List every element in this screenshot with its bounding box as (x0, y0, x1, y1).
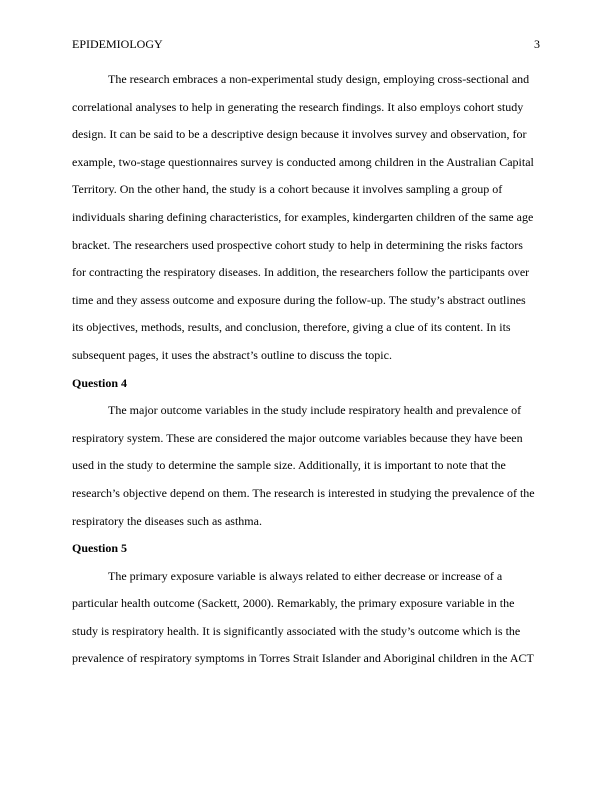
page-header (72, 36, 540, 52)
document-body (72, 66, 538, 673)
question-4-heading: Question 4 (72, 375, 128, 390)
running-head: EPIDEMIOLOGY (72, 37, 163, 51)
paragraph-outcome-variables: The major outcome variables in the study include respiratory health and prevalence of respiratory system. These are considered the major outcome variables because they have been used in the study to determine the sample size. Additionally, it is important to note that the research’s objective depend on them. The research is interested in studying the prevalence of the respiratory the diseases such as asthma. (72, 403, 535, 528)
paragraph-exposure-variable: The primary exposure variable is always related to either decrease or increase of a particular health outcome (Sackett, 2000). Remarkably, the primary exposure variable in the study is respiratory health. It is significantly associated with the study’s outcome which is the prevalence of respiratory symptoms in Torres Strait Islander and Aboriginal children in the ACT (72, 568, 534, 666)
question-5-heading: Question 5 (72, 541, 128, 556)
page-number: 3 (534, 37, 540, 51)
paragraph-study-design: The research embraces a non-experimental study design, employing cross-sectional and correlational analyses to help in generating the research findings. It also employs cohort study design. It can be said to be a descriptive design because it involves survey and observation, for example, two-stage questionnaires survey is conducted among children in the Australian Capital Territory. On the other hand, the study is a cohort because it involves sampling a group of individuals sharing defining characteristics, for examples, kindergarten children of the same age bracket. The researchers used prospective cohort study to help in determining the risks factors for contracting the respiratory diseases. In addition, the researchers follow the participants over time and they assess outcome and exposure during the follow-up. The study’s abstract outlines its objectives, methods, results, and conclusion, therefore, giving a clue of its content. In its subsequent pages, it uses the abstract’s outline to discuss the topic. (72, 72, 534, 362)
